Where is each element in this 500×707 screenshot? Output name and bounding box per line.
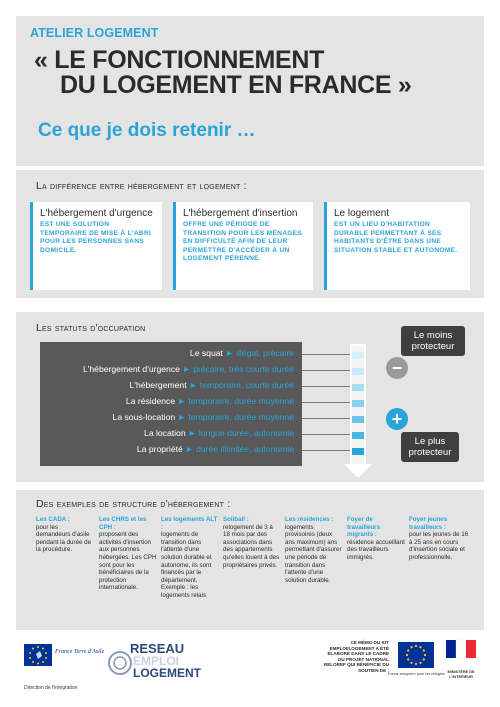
france-terre-asile-logo-icon: [24, 642, 105, 680]
ministry-logo: [446, 640, 476, 690]
protection-gauge: [350, 344, 366, 476]
example-column: [285, 516, 343, 584]
example-column: [409, 516, 471, 562]
example-heading: Les CHRS et les CPH :: [99, 516, 147, 531]
label-most-protective: Le plus protecteur: [401, 432, 459, 462]
status-desc: ► durée illimitée, autonomie: [185, 444, 294, 454]
marianne-flag-icon: [446, 640, 476, 664]
status-term: La location: [144, 428, 186, 438]
eu-flag-logo: [398, 642, 434, 668]
gauge-segment: [352, 384, 364, 391]
gauge-segment: [352, 432, 364, 439]
example-column: [161, 516, 219, 600]
example-text: pour les jeunes de 16 à 25 ans en cours d'insertion sociale et professionnelle.: [409, 531, 469, 561]
example-heading: Les logements ALT :: [161, 516, 218, 531]
gauge-segment: [352, 352, 364, 359]
connector-line: [302, 386, 350, 387]
left-logo-caption: Direction de l'intégration: [24, 685, 78, 691]
connector-line: [302, 402, 350, 403]
example-heading: Foyer jeunes travailleurs :: [409, 516, 448, 531]
card-title: Le logement: [334, 208, 390, 219]
example-text: proposent des activités d'insertion aux personnes hébergées. Les CPH sont pour les bénéficiaires de la protection internationale.: [99, 531, 157, 592]
ministry-caption: MINISTÈRE DE L'INTÉRIEUR: [447, 670, 475, 679]
status-desc: ► longue durée, autonomie: [188, 428, 294, 438]
card-title: L'hébergement d'insertion: [183, 208, 298, 219]
status-term: Le squat: [189, 348, 223, 358]
title-line-1: « LE FONCTIONNEMENT: [34, 46, 325, 74]
gauge-segment: [352, 416, 364, 423]
example-text: relogement de 3 à 18 mois par des associations dans des appartements qu'elles louent à des propriétaires privés.: [223, 523, 280, 569]
card-hebergement-insertion: [173, 202, 313, 290]
card-text: EST UN LIEU D'HABITATION DURABLE PERMETTANT À SES HABITANTS D'ÊTRE DANS UNE SITUATION STABLE ET AUTONOME.: [334, 221, 458, 254]
status-desc: ► temporaire, durée moyenne: [177, 396, 294, 406]
exemples-section: [16, 490, 484, 630]
example-column: [347, 516, 405, 562]
example-text: pour les demandeurs d'asile pendant la durée de la procédure.: [36, 523, 92, 554]
status-row: [137, 444, 294, 454]
card-hebergement-urgence: [30, 202, 162, 290]
subtitle: Ce que je dois retenir …: [38, 120, 256, 141]
example-column: [223, 516, 281, 569]
plus-icon: +: [386, 408, 408, 430]
example-column: [36, 516, 94, 554]
reseau-logo-icon: [108, 640, 201, 686]
gauge-segment: [352, 368, 364, 375]
label-least-protective: Le moins protecteur: [401, 326, 465, 356]
card-title: L'hébergement d'urgence: [40, 208, 153, 219]
example-heading: Les CADA :: [36, 516, 70, 523]
statuts-section: [16, 312, 484, 482]
minus-icon: −: [386, 357, 408, 379]
support-statement: CE MÉMO DU KIT EMPLOI/LOGEMENT A ÉTÉ ÉLABORÉ DANS LE CADRE DU PROJET NATIONAL RELOREF QUI BÉNÉFICIE DU SOUTIEN DE :: [323, 640, 389, 673]
eu-flag-icon: [398, 642, 434, 668]
card-text: OFFRE UNE PÉRIODE DE TRANSITION POUR LES MÉNAGES EN DIFFICULTÉ AFIN DE LEUR PERMETTRE D'ACCÉDER À UN LOGEMENT PÉRENNE.: [183, 221, 303, 262]
example-heading: Les résidences :: [285, 516, 334, 523]
connector-line: [302, 370, 350, 371]
example-heading: Solibail :: [223, 516, 249, 523]
callout-notch: [58, 150, 80, 161]
exemples-title: Des exemples de structure d'hébergement :: [36, 498, 231, 510]
example-text: logements de transition dans l'attente d'une solution durable et autonome, ils sont financés par le département. Exemple : les logements relais: [161, 531, 212, 599]
header-panel: [16, 16, 484, 166]
svg-text:RESEAU: RESEAU: [130, 641, 185, 656]
status-term: La propriété: [136, 444, 183, 454]
eu-caption: Fonds européen pour les réfugiés: [388, 672, 445, 676]
status-row: [144, 428, 294, 438]
status-term: La sous-location: [112, 412, 176, 422]
gauge-segment: [352, 400, 364, 407]
example-heading: Foyer de travailleurs migrants :: [347, 516, 381, 539]
status-term: L'hébergement d'urgence: [82, 364, 180, 374]
statuts-title: Les statuts d'occupation: [36, 322, 146, 334]
connector-line: [302, 418, 350, 419]
arrow-down-icon: [344, 464, 372, 478]
status-desc: ► illégal, précaire: [225, 348, 294, 358]
difference-section: [16, 170, 484, 298]
status-row: [126, 396, 294, 406]
page-title: [34, 48, 474, 98]
example-text: résidence accueillant des travailleurs immigrés.: [347, 538, 405, 561]
card-text: EST UNE SOLUTION TEMPORAIRE DE MISE À L'ABRI POUR LES PERSONNES SANS DOMICILE.: [40, 221, 152, 254]
gauge-segment: [352, 448, 364, 455]
svg-text:EMPLOI: EMPLOI: [133, 654, 180, 668]
ftda-script-text: France Terre d'Asile: [55, 649, 105, 655]
connector-line: [302, 450, 350, 451]
connector-line: [302, 434, 350, 435]
connector-line: [302, 354, 350, 355]
status-desc: ► temporaire, courte durée: [189, 380, 294, 390]
status-desc: ► précaire, très courte durée: [182, 364, 294, 374]
status-row: [130, 380, 294, 390]
reseau-emploi-logement-logo: [108, 640, 201, 686]
difference-title: La différence entre hébergement et logement :: [36, 180, 247, 192]
footer: [16, 636, 484, 696]
status-row: [190, 348, 294, 358]
kicker: ATELIER LOGEMENT: [30, 26, 159, 40]
statuts-list: [40, 342, 302, 466]
status-term: L'hébergement: [129, 380, 187, 390]
status-term: La résidence: [125, 396, 176, 406]
example-text: logements provisoires (deux ans maximum) ans permettant d'assurer une période de transition dans l'attente d'une solution durable.: [285, 523, 342, 584]
title-line-2: DU LOGEMENT EN FRANCE »: [60, 71, 412, 99]
status-row: [83, 364, 294, 374]
status-row: [113, 412, 294, 422]
france-terre-asile-logo: [24, 642, 105, 680]
card-logement: [324, 202, 470, 290]
svg-text:LOGEMENT: LOGEMENT: [133, 666, 201, 680]
status-desc: ► temporaire, durée moyenne: [177, 412, 294, 422]
example-column: [99, 516, 157, 592]
